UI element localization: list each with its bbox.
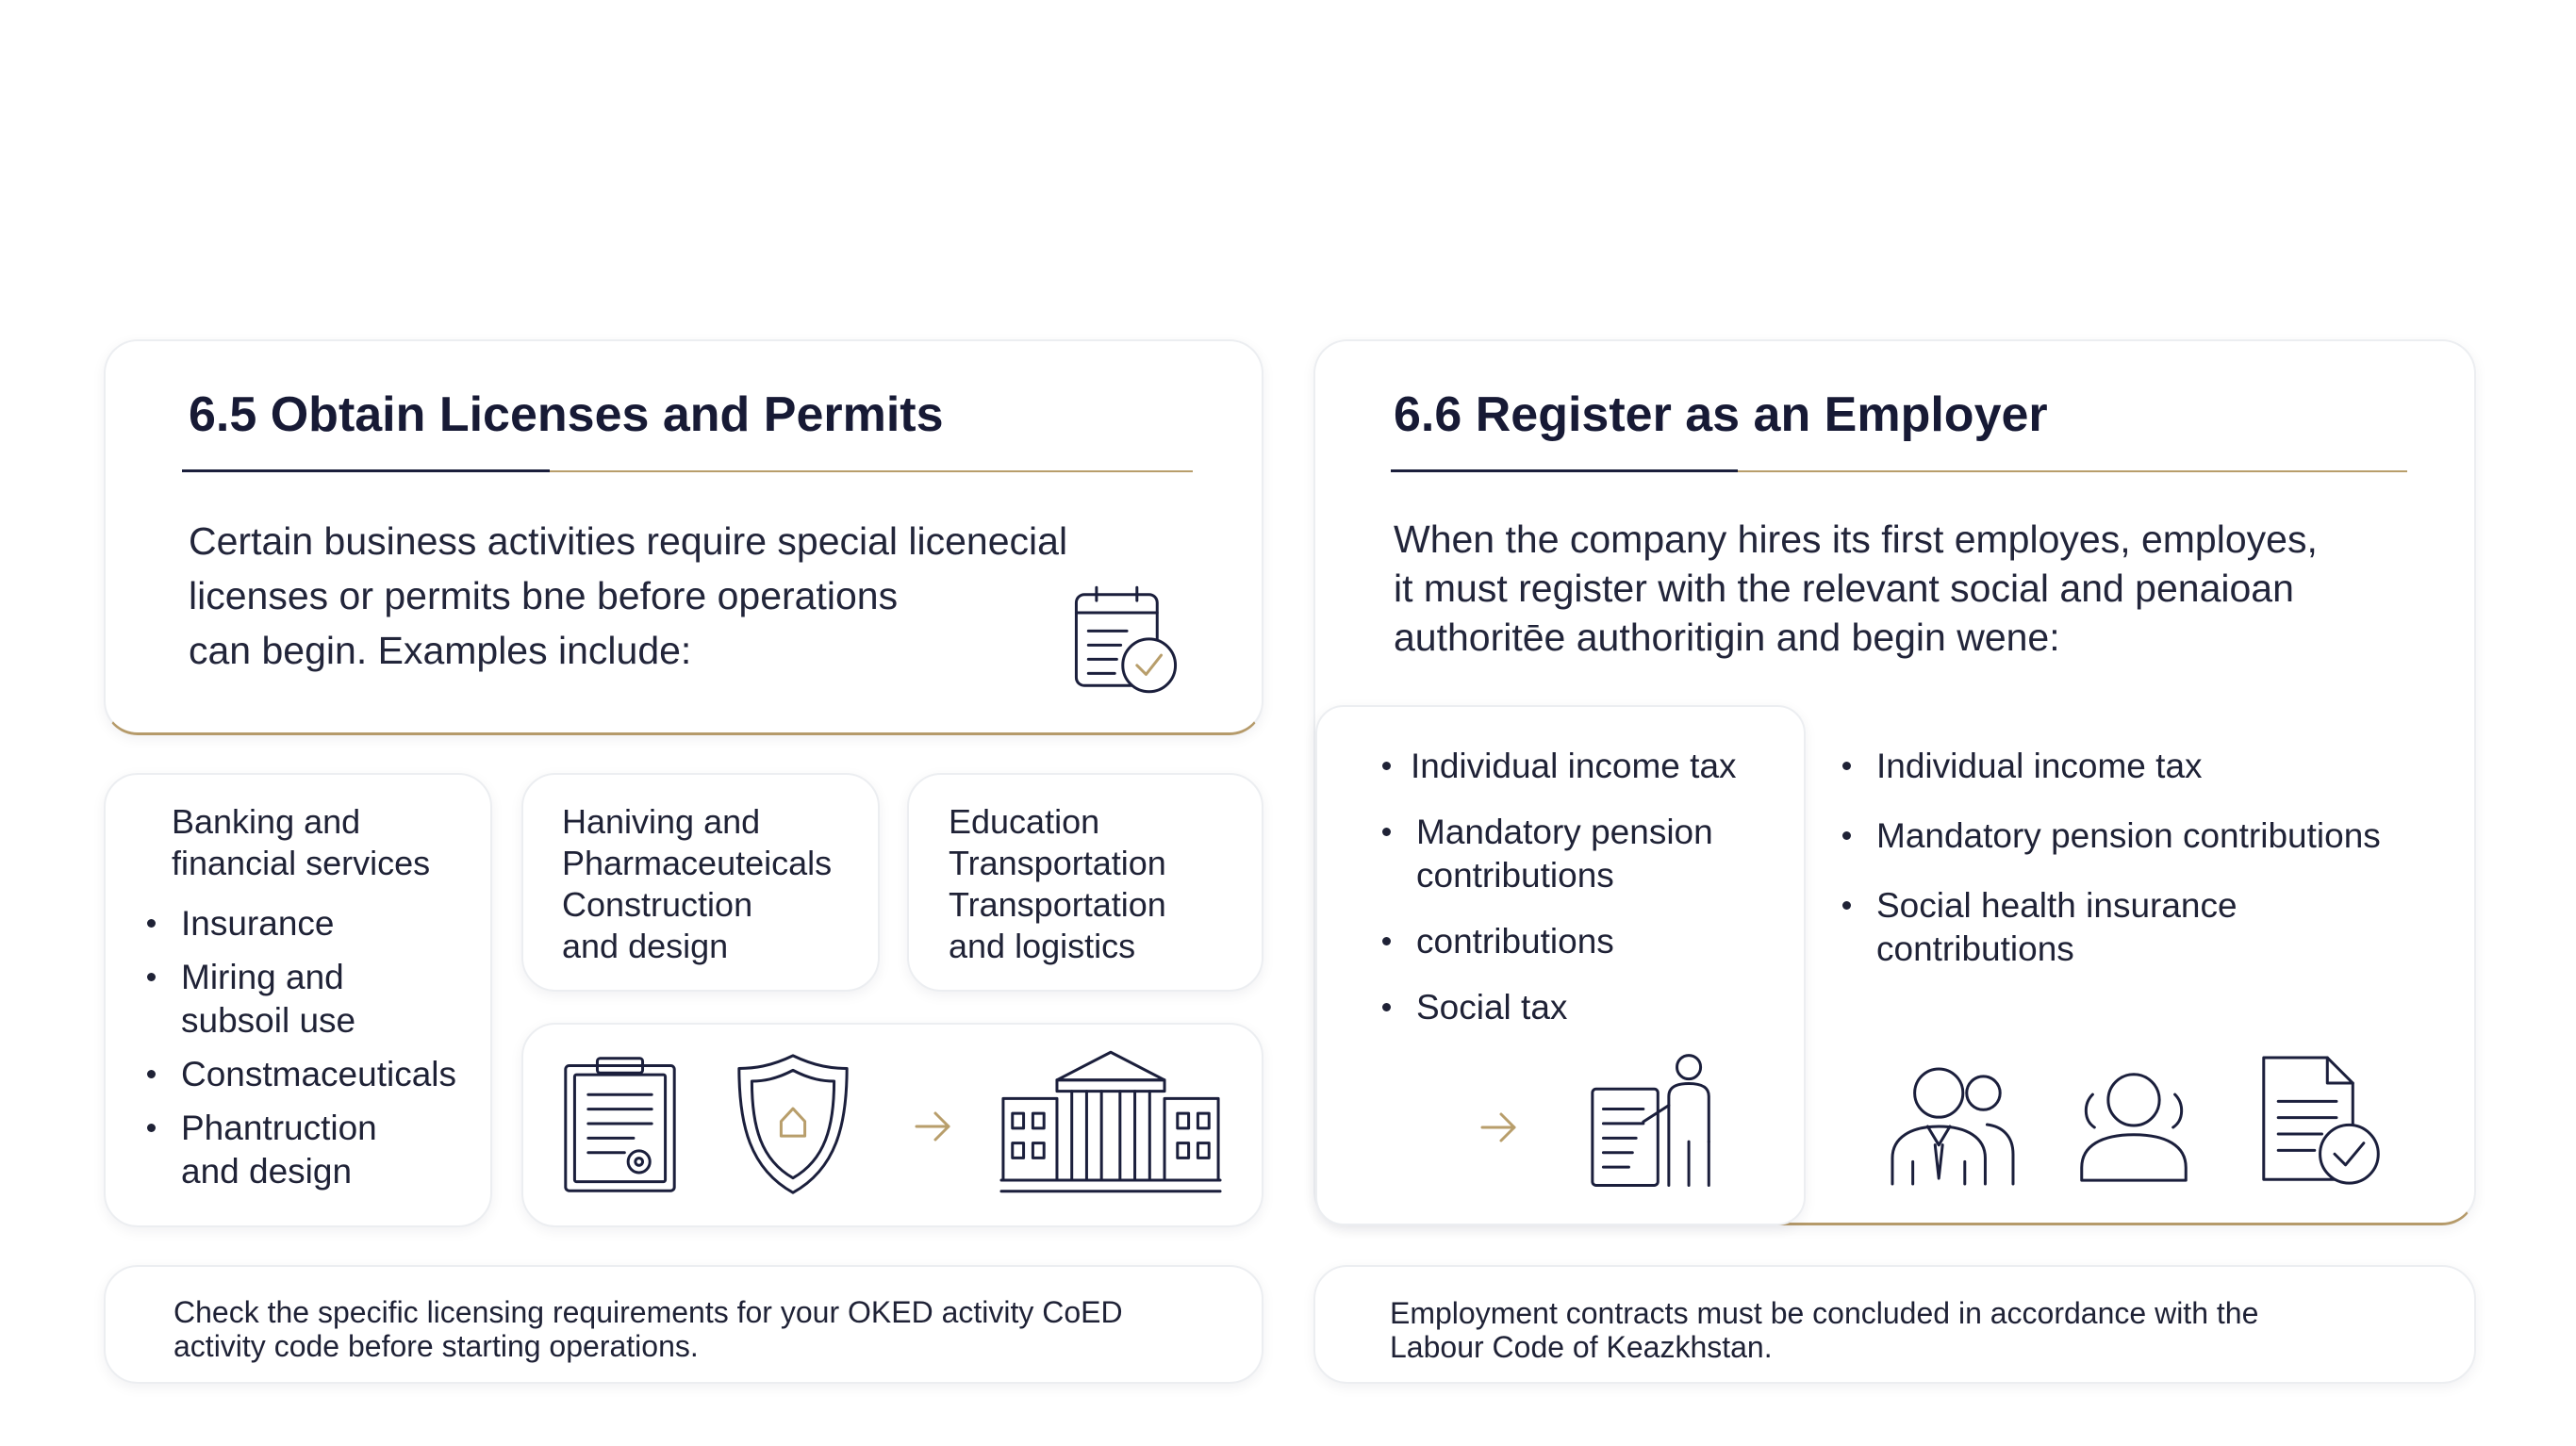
box-banking-heading: Banking and financial services [172, 802, 431, 882]
list-item: Miring and subsoil use [141, 956, 456, 1043]
list-item: Mandatory pension contributions [1837, 814, 2381, 858]
box-transport-text: Education Transportation Transportation and logistics [949, 802, 1166, 965]
calendar-check-icon [1070, 584, 1181, 696]
employer-list-right [1837, 745, 2381, 971]
list-item: Individual income tax [1837, 745, 2381, 788]
employer-title: 6.6 Register as an Employer [1394, 387, 2048, 442]
list-item: Phantruction and design [141, 1107, 456, 1193]
list-item: Social tax [1377, 986, 1737, 1029]
licenses-title-rule [182, 469, 1193, 472]
list-item: Constmaceuticals [141, 1053, 456, 1096]
licenses-title: 6.5 Obtain Licenses and Permits [189, 387, 944, 442]
presenter-icon [1589, 1051, 1716, 1191]
licenses-note: Check the specific licensing requirements for your OKED activity CoED activity code before starting operations. [173, 1295, 1123, 1363]
list-item: Insurance [141, 902, 456, 945]
list-item: Individual income tax [1377, 745, 1737, 788]
arrow-right-icon [1480, 1109, 1518, 1146]
document-check-icon [2258, 1054, 2386, 1191]
employer-intro: When the company hires its first employes, employes, it must register with the relevant social and penaioan authoritēe authoritigin and begin wene: [1394, 518, 2318, 659]
government-building-icon [999, 1048, 1222, 1197]
list-item: contributions [1377, 920, 1737, 963]
license-document-icon [561, 1054, 679, 1195]
box-pharma-text: Haniving and Pharmaceuteicals Construction and design [562, 802, 833, 965]
licenses-intro: Certain business activities require special licenecial licenses or permits bne before operations can begin. Examples include: [189, 519, 1068, 672]
arrow-right-icon [915, 1108, 952, 1145]
box-banking-list [141, 902, 456, 1193]
list-item: Social health insurance contributions [1837, 884, 2381, 971]
employer-list-left [1377, 745, 1737, 1029]
list-item: Mandatory pension contributions [1377, 811, 1737, 897]
employer-title-rule [1391, 469, 2407, 472]
employer-group-icon [1886, 1065, 2018, 1186]
employer-note: Employment contracts must be concluded in accordance with the Labour Code of Keazkhstan. [1390, 1296, 2259, 1364]
employee-icon [2074, 1067, 2193, 1186]
shield-icon [734, 1052, 852, 1198]
